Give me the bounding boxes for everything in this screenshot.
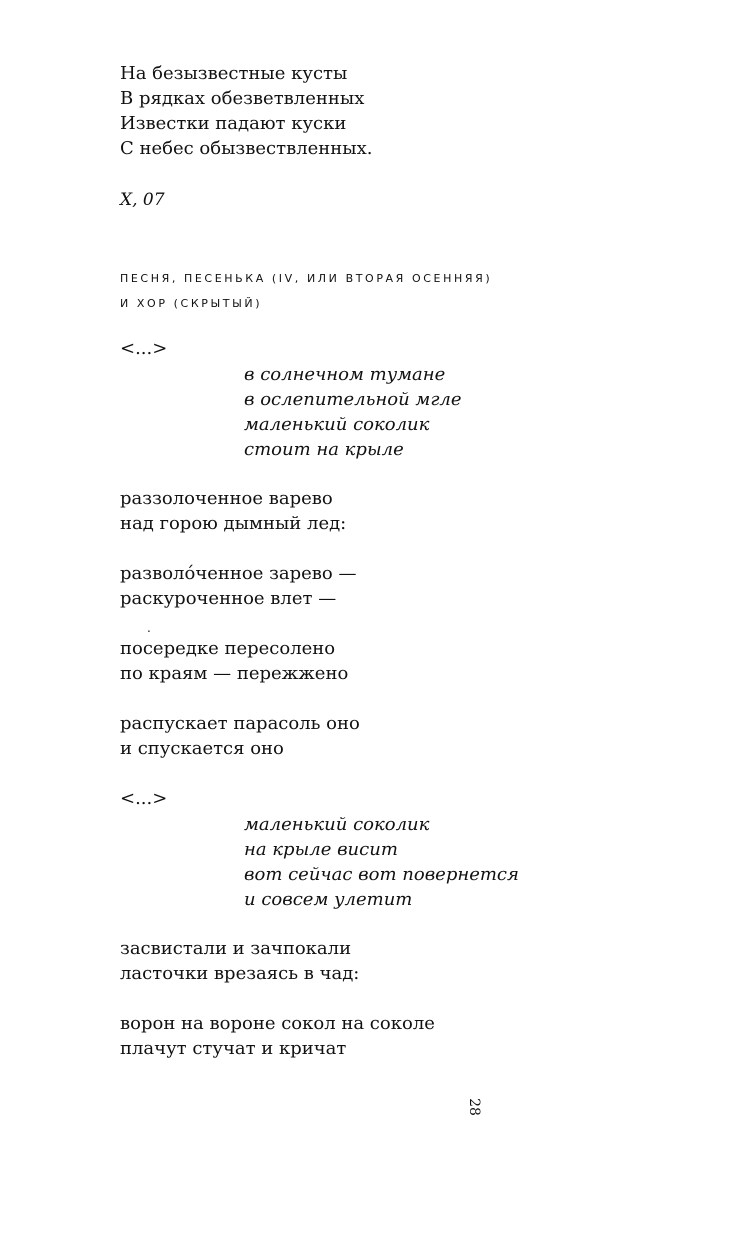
stanza-3 — [120, 636, 348, 686]
refrain-line: в ослепительной мгле — [244, 389, 462, 410]
verse-line: и спускается оно — [120, 738, 284, 759]
ellipsis-text: <...> — [120, 788, 168, 809]
stray-mark: . — [147, 621, 151, 635]
refrain-line: маленький соколик — [244, 814, 430, 835]
verse-line: ворон на вороне сокол на соколе — [120, 1013, 435, 1034]
verse-line: раззолоченное варево — [120, 488, 333, 509]
verse-line: плачут стучат и кричат — [120, 1038, 347, 1059]
stanza-1 — [120, 486, 346, 536]
stanza-4 — [120, 711, 360, 761]
verse-line: С небес обызвествленных. — [120, 138, 373, 159]
stanza-top — [120, 61, 373, 161]
refrain-line: маленький соколик — [244, 414, 430, 435]
verse-line: На безызвестные кусты — [120, 63, 348, 84]
ellipsis-marker — [120, 336, 167, 361]
stanza-2 — [120, 561, 357, 611]
verse-line: раскуроченное влет — — [120, 588, 337, 609]
refrain-second — [244, 812, 519, 912]
title-line: И ХОР (СКРЫТЫЙ) — [120, 297, 263, 310]
poem-date: X, 07 — [120, 190, 165, 210]
verse-line: ласточки врезаясь в чад: — [120, 963, 360, 984]
stanza-5 — [120, 936, 359, 986]
verse-line: посередке пересолено — [120, 638, 336, 659]
ellipsis-marker — [120, 786, 167, 811]
poem-title — [120, 266, 492, 316]
refrain-line: на крыле висит — [244, 839, 398, 860]
verse-line: засвистали и зачпокали — [120, 938, 352, 959]
verse-line: по краям — пережжено — [120, 663, 349, 684]
refrain-first — [244, 362, 462, 462]
verse-line: разволо́ченное зарево — — [120, 563, 357, 584]
refrain-line: стоит на крыле — [244, 439, 404, 460]
refrain-line: в солнечном тумане — [244, 364, 446, 385]
ellipsis-text: <...> — [120, 338, 168, 359]
verse-line: над горою дымный лед: — [120, 513, 347, 534]
verse-line: распускает парасоль оно — [120, 713, 360, 734]
title-line: ПЕСНЯ, ПЕСЕНЬКА (IV, ИЛИ ВТОРАЯ ОСЕННЯЯ) — [120, 272, 493, 285]
refrain-line: и совсем улетит — [244, 889, 413, 910]
verse-line: В рядках обезветвленных — [120, 88, 365, 109]
page-number: 28 — [466, 1098, 482, 1116]
refrain-line: вот сейчас вот повернется — [244, 864, 519, 885]
stanza-6 — [120, 1011, 435, 1061]
verse-line: Известки падают куски — [120, 113, 347, 134]
